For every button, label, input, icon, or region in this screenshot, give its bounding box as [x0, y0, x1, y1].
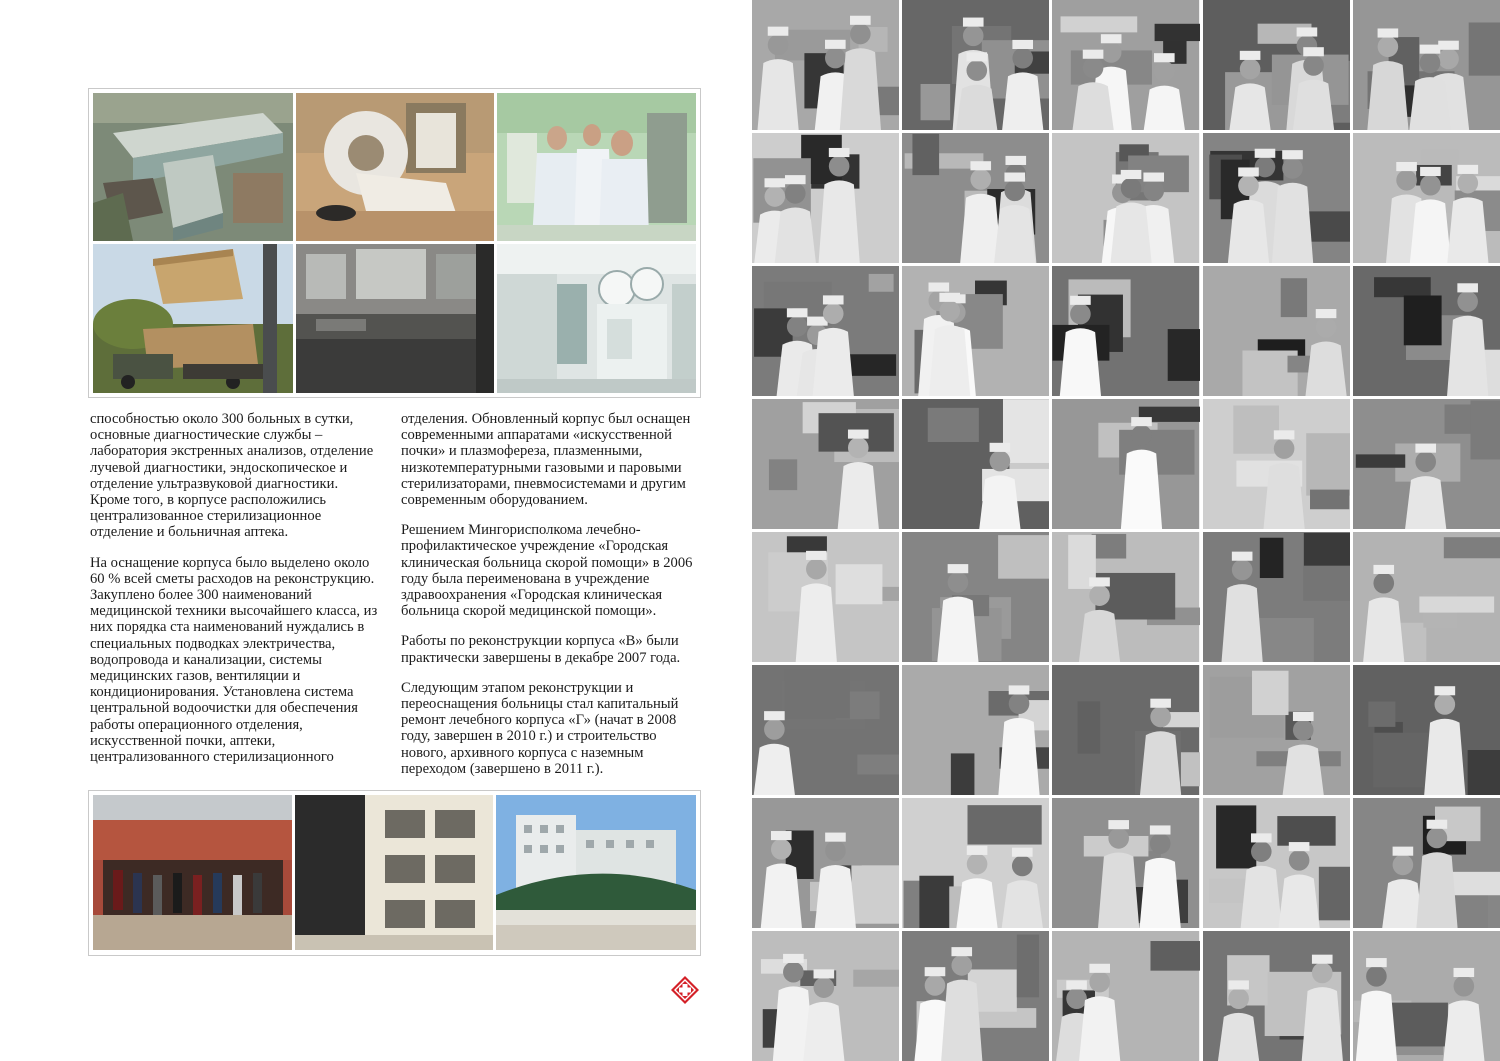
- archive-photo: [1353, 665, 1500, 795]
- archive-photo: [1353, 931, 1500, 1061]
- archive-photo: [1203, 798, 1350, 928]
- archive-photo: [1353, 399, 1500, 529]
- archive-photo: [1052, 798, 1199, 928]
- archive-photo: [1353, 133, 1500, 263]
- text-column-1: [90, 411, 380, 779]
- bottom-photo-strip: [88, 790, 701, 956]
- archive-photo: [1052, 266, 1199, 396]
- left-page: [0, 0, 748, 1061]
- archive-photo: [1052, 0, 1199, 130]
- archive-photo: [1203, 931, 1350, 1061]
- column-2-paragraph-1: отделения. Обновленный корпус был оснащен современными аппаратами «искусственной почки» и плазмофереза, плазменными, низкотемпературными газовыми и паровыми стерилизаторами, пневмосистемами и другим современным оборудованием.: [401, 411, 691, 509]
- archive-photo: [752, 133, 899, 263]
- officials-visit-photo: [497, 93, 696, 241]
- column-2-paragraph-2: Решением Мингорисполкома лечебно-профилактическое учреждение «Городская клиническая больница скорой помощи» в 2006 году была переименована в учреждение здравоохранения «Городская клиническая больница скорой медицинской помощи».: [401, 522, 693, 620]
- column-2-paragraph-4: Следующим этапом реконструкции и переоснащения больницы стал капитальный ремонт лечебного корпуса «Г» (начат в 2008 году, завершен в 2010 г.) и строительство нового, архивного корпуса с наземным переходом (завершено в 2011 г.).: [401, 679, 679, 777]
- archive-photo: [752, 0, 899, 130]
- right-page-archive-mosaic: [752, 0, 1500, 1061]
- people-at-entrance-photo: [93, 795, 292, 950]
- archive-photo: [1052, 665, 1199, 795]
- column-1-paragraph-1: способностью около 300 больных в сутки, основные диагностические службы – лаборатория экстренных анализов, отделение лучевой диагностики, эндоскопическое и отделение ультразвуковой диагностики. Кроме того, в корпусе расположились централизованное стерилизационное отделение и больничная аптека.: [90, 411, 374, 541]
- archive-photo: [902, 266, 1049, 396]
- crane-lifting-crate-photo: [93, 244, 293, 393]
- archive-photo: [902, 665, 1049, 795]
- operating-room-photo: [497, 244, 696, 393]
- archive-photo: [902, 798, 1049, 928]
- archive-photo: [752, 532, 899, 662]
- new-building-passage-photo: [496, 795, 696, 950]
- archive-photo: [752, 399, 899, 529]
- archive-photo: [1052, 931, 1199, 1061]
- column-2-paragraph-3: Работы по реконструкции корпуса «В» были практически завершены в декабре 2007 года.: [401, 633, 681, 666]
- column-1-paragraph-2: На оснащение корпуса было выделено около 60 % всей сметы расходов на реконструкцию. Закуплено более 300 наименований медицинской техники высочайшего класса, из них порядка ста наименований нуждались в специальных подводках электричества, водопровода и канализации, системы медицинских газов, вентиляции и кондиционирования. Установлена система центральной водоочистки для обеспечения работы операционного отделения, искусственной почки, аптеки, централизованного стерилизационного: [90, 554, 378, 766]
- top-photo-collage: [88, 88, 701, 398]
- archive-photo: [1203, 399, 1350, 529]
- gutted-interior-photo: [296, 244, 494, 393]
- archive-photo: [902, 931, 1049, 1061]
- archive-photo: [1353, 532, 1500, 662]
- archive-photo: [902, 0, 1049, 130]
- archive-photo: [902, 133, 1049, 263]
- archive-photo: [752, 665, 899, 795]
- archive-photo: [1203, 532, 1350, 662]
- archive-photo: [1052, 399, 1199, 529]
- archive-photo: [1203, 266, 1350, 396]
- archive-photo: [902, 532, 1049, 662]
- archive-photo: [752, 798, 899, 928]
- archive-photo: [1203, 133, 1350, 263]
- archive-photo: [1052, 532, 1199, 662]
- archive-photo: [1052, 133, 1199, 263]
- archive-photo: [752, 266, 899, 396]
- archive-photo-grid: [752, 0, 1500, 1061]
- archive-photo: [1353, 266, 1500, 396]
- aerial-hospital-building-photo: [93, 93, 293, 241]
- facade-balconies-photo: [295, 795, 493, 950]
- text-column-2: [401, 411, 701, 791]
- archive-photo: [1353, 0, 1500, 130]
- archive-photo: [902, 399, 1049, 529]
- ct-scanner-delivery-photo: [296, 93, 494, 241]
- red-cross-diamond-icon: [670, 975, 700, 1005]
- archive-photo: [1353, 798, 1500, 928]
- archive-photo: [752, 931, 899, 1061]
- archive-photo: [1203, 0, 1350, 130]
- archive-photo: [1203, 665, 1350, 795]
